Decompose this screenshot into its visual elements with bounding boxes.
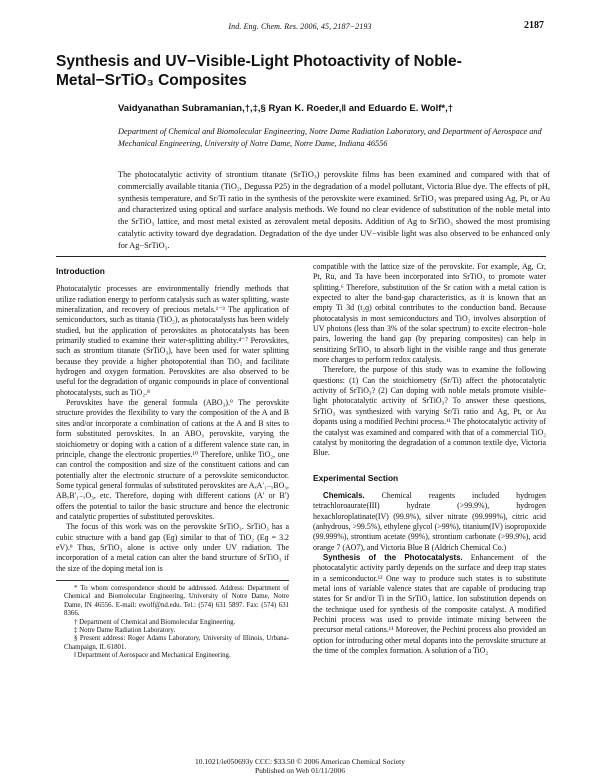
right-column — [313, 262, 546, 656]
abstract-divider — [56, 256, 546, 257]
intro-paragraph: Therefore, the purpose of this study was to examine the following questions: (1) Can the stoichiometry (Sr/Ti) affect the photocatalytic activity of SrTiO₃? (2) Can doping with noble metals promote visible-light photocatalytic activity of SrTiO₃? To answer these questions, SrTiO₃ was synthesized with varying Sr/Ti ratio and Ag, Pt, or Au dopants using a modified Pechini process.¹¹ The photocatalytic activity of the catalyst was examined and compared with that of a commercial TiO₂ catalyst by monitoring the degradation of a common textile dye, Victoria Blue. — [313, 365, 546, 458]
affiliation: Department of Chemical and Biomolecular Engineering, Notre Dame Radiation Laboratory, and Department of Aerospace and Mechanical Engineering, University of Notre Dame, Notre Dame, Indiana 46556 — [118, 127, 542, 148]
footnote-divider — [56, 580, 289, 581]
synthesis-paragraph — [313, 553, 546, 656]
abstract: The photocatalytic activity of strontium titanate (SrTiO₃) perovskite films has been examined and compared with that of commercially available titania (TiO₂, Degussa P25) in the degradation of a model pollutant, Victoria Blue dye. The effects of pH, synthesis temperature, and Sr/Ti ratio in the synthesis of the perovskite were examined. SrTiO₃ was prepared using Ag, Pt, or Au and characterized using optical and surface analysis methods. We found no clear evidence of substitution of the noble metal into the SrTiO₃ lattice, and most metal existed as zerovalent metal deposits. Addition of Ag to SrTiO₃ showed the most promising catalytic activity toward dye degradation. Degradation of the dye under UV−visible light was also observed to be enhanced only for Ag−SrTiO₃. — [118, 170, 550, 250]
chemicals-paragraph — [313, 491, 546, 553]
experimental-heading: Experimental Section — [313, 472, 399, 483]
intro-paragraph: Perovskites have the general formula (ABO₃).⁹ The perovskite structure provides the flexibility to vary the composition of the A and B sites and/or incorporate a combination of cations at the A and B sites to form substituted perovskites. In an ABO₃ perovskite, varying the stoichiometry or doping with a cation of a different valence state can, in principle, change the electronic properties.¹⁰ Therefore, unlike TiO₂, one can control the composition and size of the constituent cations and can potentially alter the electronic structure of a perovskite semiconductor. Some typical general formulas of substituted perovskites are AₓA′₁₋ₓBO₃, ABₓB′₁₋ₓO₃, etc. Therefore, doping with different cations (A′ or B′) offers the potential to tailor the basic structure and hence the electronic and catalytic properties of substituted perovskites. — [56, 398, 289, 521]
synthesis-text: Enhancement of the photocatalytic activity partly depends on the surface and deep trap states in a semiconductor.¹² One way to produce such states is to substitute metal ions of variable valence states that are capable of producing trap states for Sr and/or Ti in the SrTiO₃ lattice. Ion substitution depends on the technique used for synthesis of the composite catalyst. A modified Pechini process was used to provide intimate mixing between the precursor metal cations.¹¹ Moreover, the Pechini process also provided an option for introducing other metal dopants into the perovskite structure at the time of the complex formation. A solution of a TiO₂ — [313, 552, 546, 656]
footnote-affiliation: ‡ Notre Dame Radiation Laboratory. — [74, 627, 176, 634]
footnote-affiliation: ‖ Department of Aerospace and Mechanical Engineering. — [74, 652, 231, 660]
author-list: Vaidyanathan Subramanian,†,‡,§ Ryan K. Roeder,‖ and Eduardo E. Wolf*,† — [118, 103, 454, 114]
intro-paragraph: compatible with the lattice size of the perovskite. For example, Ag, Cr, Pt, Ru, and Ta have been incorporated into SrTiO₃ to promote water splitting.⁶ Therefore, substitution of the Sr cation with a metal cation is expected to alter the band-gap characteristics, as it is known that an empty Ti 3d (t₂ɡ) orbital contributes to the conduction band. Because photocatalysis in most semiconductors and TiO₂ involves absorption of UV photons (less than 3% of the solar spectrum) to excite electron−hole pairs, lowering the band gap (by preparing composites) can help in sensitizing SrTiO₃ to absorb light in the visible range and thus generate more charges to perform redox catalysis. — [313, 262, 546, 365]
footnote-correspondence: * To whom correspondence should be addressed. Address: Department of Chemical and Biomolecular Engineering, University of Notre Dame, Notre Dame, IN 46556. E-mail: ewolf@nd.edu. Tel.: (574) 631 5897. Fax: (574) 631 8366. — [64, 584, 289, 618]
synthesis-runin: Synthesis of the Photocatalysts. — [323, 552, 463, 562]
chemicals-runin: Chemicals. — [323, 490, 365, 500]
intro-paragraph: Photocatalytic processes are environmentally friendly methods that utilize radiation energy to perform catalysis such as water splitting, waste mineralization, and recovery of precious metals.¹⁻³ The application of semiconductors, such as titania (TiO₂), as photocatalysts has been widely studied, but the application of perovskites as photocatalysts has been primarily studied to examine their water-splitting ability.⁴⁻⁷ Perovskites, such as strontium titanate (SrTiO₃), have been used for water splitting because they provide a higher photopotential than TiO₂ and facilitate hydrogen and oxygen formation. Perovskites are also observed to be useful for the degradation of organic compounds in place of conventional photocatalysts, such as TiO₂.⁸ — [56, 284, 289, 397]
left-column — [56, 262, 289, 661]
doi-footer — [140, 757, 460, 775]
footnote-affiliation: † Department of Chemical and Biomolecular Engineering. — [74, 618, 236, 626]
published-line: Published on Web 01/11/2006 — [254, 766, 346, 775]
intro-paragraph: The focus of this work was on the perovskite SrTiO₃. SrTiO₃ has a cubic structure with a band gap (Eɡ) similar to that of TiO₂ (Eɡ = 3.2 eV).⁹ Thus, SrTiO₃ alone is active only under UV radiation. The incorporation of a metal cation can alter the band structure of SrTiO₃ if the size of the doping metal ion is — [56, 522, 289, 573]
introduction-heading: Introduction — [56, 266, 105, 276]
footnote-present-address: § Present address: Roger Adams Laboratory, University of Illinois, Urbana-Champaign, IL 61801. — [64, 635, 289, 651]
doi-line: 10.1021/ie050693y CCC: $33.50 © 2006 American Chemical Society — [194, 757, 406, 766]
running-head: Ind. Eng. Chem. Res. 2006, 45, 2187−2193 — [228, 22, 372, 31]
chemicals-text: Chemical reagents included hydrogen tetrachloroaurate(III) hydrate (>99.9%), hydrogen hexachloroplatinate(IV) (99.9%), silver nitrate (99.999%), citric acid (anhydrous, >99.5%), ethylene glycol (>99%), titanium(IV) isopropoxide (99.999%), strontium acetate (99%), strontium carbonate (>99.9%), acid orange 7 (AO7), and Victoria Blue B (Aldrich Chemical Co.) — [313, 490, 546, 552]
page-number: 2187 — [524, 20, 544, 31]
article-title: Synthesis and UV−Visible-Light Photoactivity of Noble-Metal−SrTiO₃ Composites — [56, 53, 462, 89]
